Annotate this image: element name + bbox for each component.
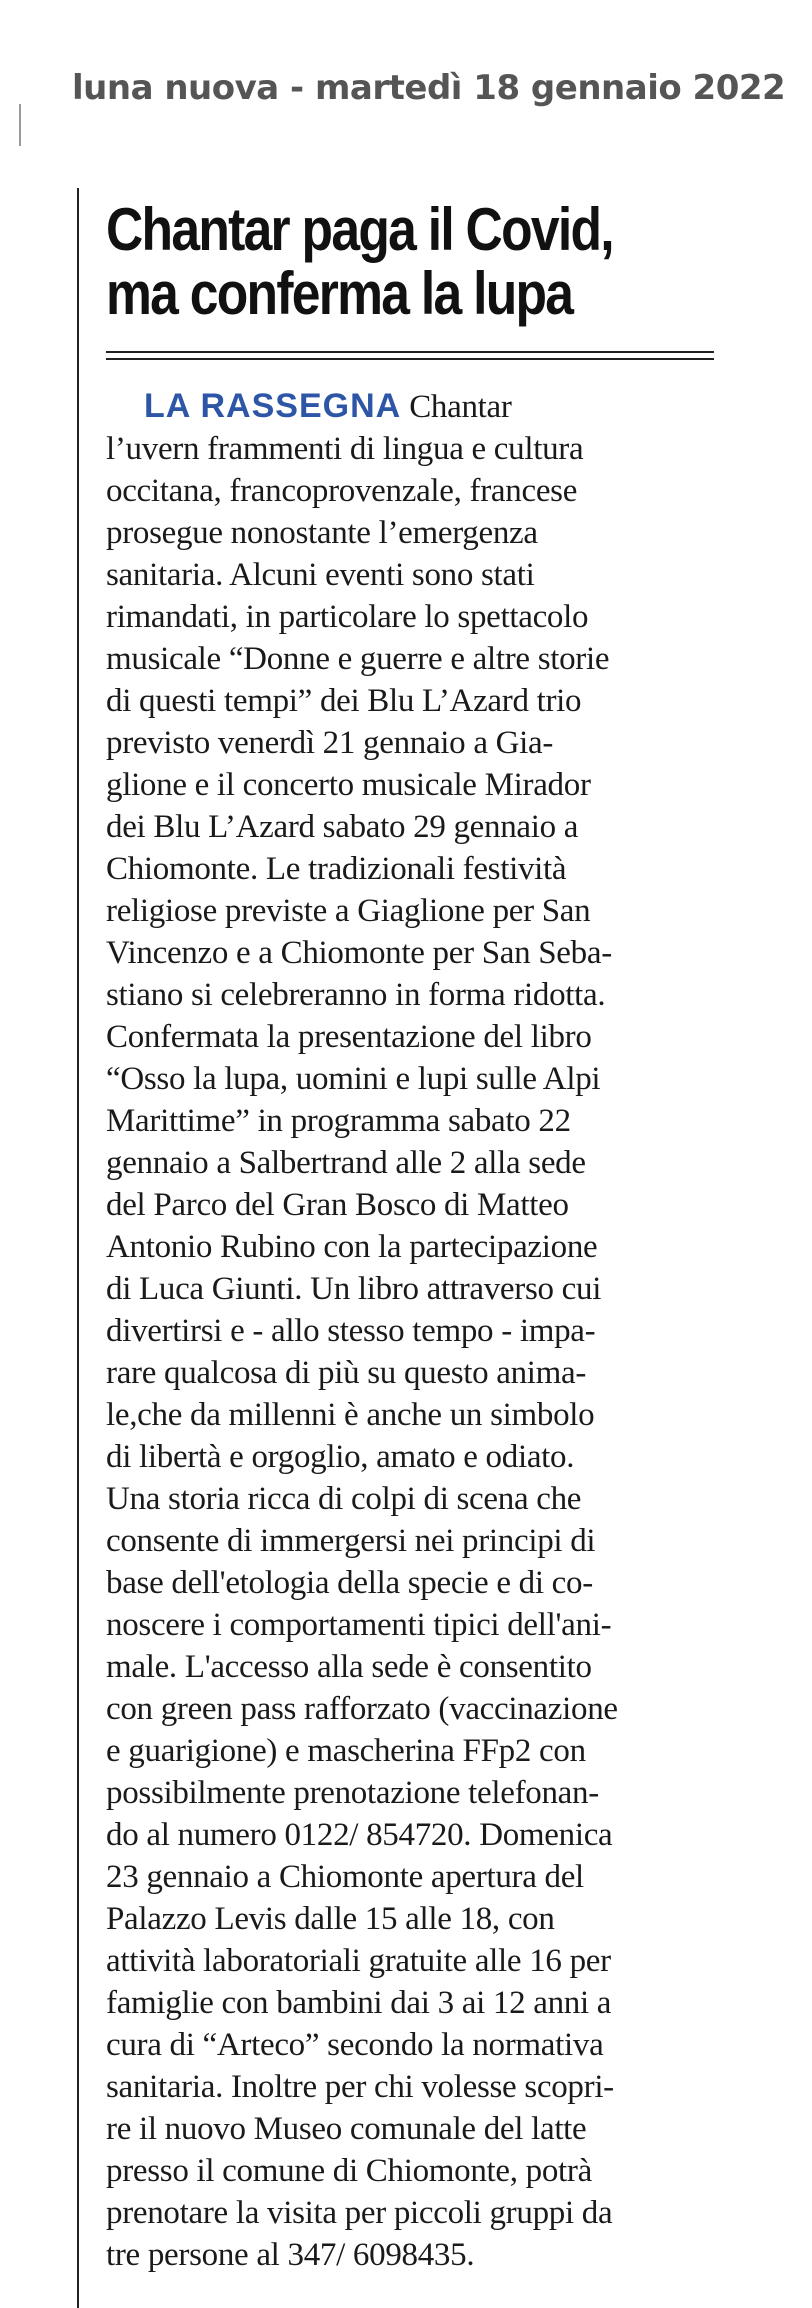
- article-line: Vincenzo e a Chiomonte per San Seba-: [106, 935, 612, 971]
- article-first-line-text: Chantar: [409, 389, 512, 425]
- headline: [106, 198, 639, 326]
- article-line: do al numero 0122/ 854720. Domenica: [106, 1817, 613, 1853]
- article-line: di libertà e orgoglio, amato e odiato.: [106, 1439, 575, 1475]
- column-rule: [77, 188, 79, 2308]
- article-line: base dell'etologia della specie e di co-: [106, 1565, 593, 1601]
- article-line: Marittime” in programma sabato 22: [106, 1103, 571, 1139]
- article-line: famiglie con bambini dai 3 ai 12 anni a: [106, 1985, 612, 2021]
- article-line: Chiomonte. Le tradizionali festività: [106, 851, 567, 887]
- article-line: stiano si celebreranno in forma ridotta.: [106, 977, 606, 1013]
- article-line: possibilmente prenotazione telefonan-: [106, 1775, 599, 1811]
- kicker: LA RASSEGNA: [144, 387, 402, 425]
- article-line: previsto venerdì 21 gennaio a Gia-: [106, 725, 554, 761]
- article-line: sanitaria. Alcuni eventi sono stati: [106, 557, 535, 593]
- article-line: male. L'accesso alla sede è consentito: [106, 1649, 592, 1685]
- article-line: tre persone al 347/ 6098435.: [106, 2237, 475, 2273]
- headline-line: ma conferma la lupa: [106, 260, 573, 327]
- article-line: Confermata la presentazione del libro: [106, 1019, 592, 1055]
- article-line: di questi tempi” dei Blu L’Azard trio: [106, 683, 582, 719]
- article-line: dei Blu L’Azard sabato 29 gennaio a: [106, 809, 579, 845]
- article-line: divertirsi e - allo stesso tempo - impa-: [106, 1313, 596, 1349]
- article-line: Palazzo Levis dalle 15 alle 18, con: [106, 1901, 555, 1937]
- article-line: cura di “Arteco” secondo la normativa: [106, 2027, 604, 2063]
- article-line: prenotare la visita per piccoli gruppi da: [106, 2195, 613, 2231]
- article-line: l’uvern frammenti di lingua e cultura: [106, 431, 584, 467]
- article-line: del Parco del Gran Bosco di Matteo: [106, 1187, 569, 1223]
- article-first-line: [106, 385, 718, 428]
- article-line: noscere i comportamenti tipici dell'ani-: [106, 1607, 612, 1643]
- article-line: le,che da millenni è anche un simbolo: [106, 1397, 595, 1433]
- article-line: Antonio Rubino con la partecipazione: [106, 1229, 598, 1265]
- article-line: re il nuovo Museo comunale del latte: [106, 2111, 587, 2147]
- article-line: “Osso la lupa, uomini e lupi sulle Alpi: [106, 1061, 601, 1097]
- article-line: glione e il concerto musicale Mirador: [106, 767, 591, 803]
- article-line: religiose previste a Giaglione per San: [106, 893, 591, 929]
- article-line: prosegue nonostante l’emergenza: [106, 515, 538, 551]
- headline-rule-bottom: [106, 358, 714, 360]
- article-line: musicale “Donne e guerre e altre storie: [106, 641, 610, 677]
- article-line: Una storia ricca di colpi di scena che: [106, 1481, 582, 1517]
- article-line: 23 gennaio a Chiomonte apertura del: [106, 1859, 584, 1895]
- headline-line: Chantar paga il Covid,: [106, 196, 613, 263]
- article-line: sanitaria. Inoltre per chi volesse scopri-: [106, 2069, 614, 2105]
- article-line: presso il comune di Chiomonte, potrà: [106, 2153, 592, 2189]
- article-line: gennaio a Salbertrand alle 2 alla sede: [106, 1145, 586, 1181]
- page-edge-mark: [19, 104, 21, 146]
- article-line: di Luca Giunti. Un libro attraverso cui: [106, 1271, 602, 1307]
- article-line: rare qualcosa di più su questo anima-: [106, 1355, 587, 1391]
- article-line: attività laboratoriali gratuite alle 16 per: [106, 1943, 611, 1979]
- publication-header: luna nuova - martedì 18 gennaio 2022: [72, 68, 786, 108]
- headline-rule-top: [106, 351, 714, 353]
- article-body: [106, 385, 718, 2276]
- article-line: e guarigione) e mascherina FFp2 con: [106, 1733, 586, 1769]
- article-line: rimandati, in particolare lo spettacolo: [106, 599, 589, 635]
- article-lines: [106, 428, 718, 2276]
- article-line: consente di immergersi nei principi di: [106, 1523, 596, 1559]
- article-line: occitana, francoprovenzale, francese: [106, 473, 578, 509]
- article-line: con green pass rafforzato (vaccinazione: [106, 1691, 618, 1727]
